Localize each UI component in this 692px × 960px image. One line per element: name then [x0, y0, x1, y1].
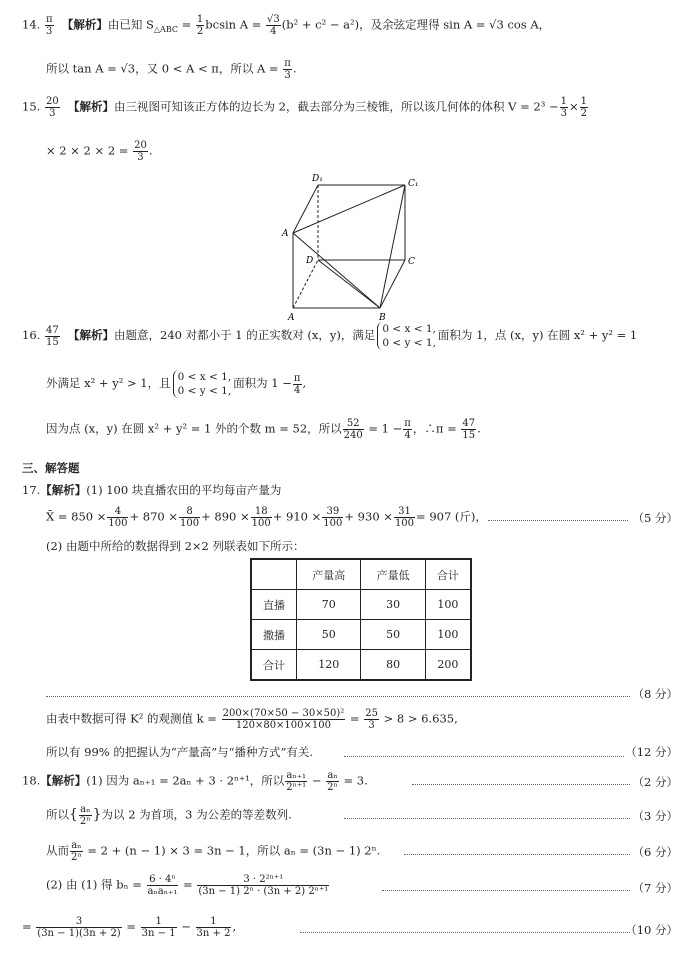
q18-line4: (2) 由 (1) 得 bₙ = $\frac{\text{6 · 4ⁿ}}{\text{aₙaₙ₊₁}}$ = $\frac{\text{3 · 2²ⁿ⁺¹}}{\text{(3n − 1) 2ⁿ · (3n + 2) 2ⁿ⁺¹}}$ [46, 874, 329, 897]
table-cell: 合计 [251, 650, 297, 681]
q18-score-10: （10 分） [625, 923, 678, 937]
q18-line1: 18.【解析】(1) 因为 aₙ₊₁ = 2aₙ + 3 · 2ⁿ⁺¹，所以 $\frac{\text{aₙ₊₁}}{\text{2ⁿ⁺¹}}$ − $\frac{\text{aₙ}}{\text{2ⁿ}}$ = 3. [22, 770, 368, 793]
table-cell: 100 [425, 590, 471, 620]
q17-score-8: （8 分） [632, 687, 678, 701]
q18-line3: 从而 $\frac{\text{aₙ}}{\text{2ⁿ}}$ = 2 + (n − 1) × 3 = 3n − 1，所以 aₙ = (3n − 1) 2ⁿ. [46, 840, 381, 863]
q15-line1: 15. $\frac{20}{3}$ 【解析】由三视图可知该正方体的边长为 2，截去部分为三棱锥，所以该几何体的体积 V = 2³ − $\frac{1}{3}$ × $\frac{1}{2}$ [22, 96, 587, 119]
table-cell [251, 559, 297, 590]
table-row [251, 620, 471, 650]
q17-score-12: （12 分） [625, 745, 678, 759]
q15-answer: $\frac{20}{3}$ [45, 96, 59, 119]
q17-line2: X̄ = 850 × $\frac{4}{100}$ + 870 × $\frac{8}{100}$ + 890 × $\frac{18}{100}$ + 910 × $\frac{39}{100}$ + 930 × $\frac{31}{100}$ = 907 (斤)， [46, 506, 487, 529]
table-cell: 70 [297, 590, 361, 620]
table-cell: 200 [425, 650, 471, 681]
q14-line1: 14. $\frac{\pi}{3}$ 【解析】由已知 $S_{\triangle ABC}$ = $\frac{1}{2}$ bcsin A = $\frac{√3}{4}$ (b² + c² − a²)，及余弦定理得 sin A = √3 cos A， [22, 14, 551, 37]
q14-line2: 所以 tan A = √3，又 0 < A < π，所以 A = $\frac{\pi}{3}$ . [46, 58, 297, 81]
label-D1: D₁ [312, 174, 323, 184]
table-cell: 直播 [251, 590, 297, 620]
label-C1: C₁ [408, 179, 419, 189]
q14-answer: $\frac{\pi}{3}$ [45, 14, 53, 37]
label-D: D [306, 256, 314, 266]
q18-score-6: （6 分） [632, 845, 678, 859]
table-cell: 产量低 [361, 559, 425, 590]
contingency-table [250, 558, 472, 681]
q17-line5: 所以有 99% 的把握认为“产量高”与“播种方式”有关. [46, 745, 314, 759]
label-A-bottom: A [288, 313, 295, 323]
q14-number: 14. [22, 17, 41, 32]
q17-line3: (2) 由题中所给的数据得到 2×2 列联表如下所示： [46, 539, 305, 553]
q18-score-3: （3 分） [632, 809, 678, 823]
q17-line1: 17.【解析】(1) 100 块直播农田的平均每亩产量为 [22, 483, 282, 497]
label-C: C [408, 257, 415, 267]
table-cell: 50 [297, 620, 361, 650]
table-header-row [251, 559, 471, 590]
q16-line1: 16. $\frac{47}{15}$ 【解析】由题意，240 对都小于 1 的正实数对 (x，y)，满足 0 < x < 1, 0 < y < 1, 面积为 1，点 (x，y) 在圆 x² + y² = 1 [22, 323, 638, 349]
table-row [251, 650, 471, 681]
q14-tag: 【解析】 [61, 17, 108, 32]
table-cell: 50 [361, 620, 425, 650]
q16-line3: 因为点 (x，y) 在圆 x² + y² = 1 外的个数 m = 52，所以 $\frac{52}{240}$ = 1 − $\frac{\pi}{4}$ ，∴π = $\frac{47}{15}$ . [46, 418, 481, 441]
table-cell: 100 [425, 620, 471, 650]
q16-answer: $\frac{47}{15}$ [45, 324, 59, 348]
q17-score-5: （5 分） [632, 511, 678, 525]
table-cell: 撒播 [251, 620, 297, 650]
q17-line4: 由表中数据可得 K² 的观测值 k = $\frac{\text{200×(70×50 − 30×50)²}}{120\times 80\times 100\times 100}$ = $\frac{25}{3}$ > 8 > 6.635, [46, 708, 458, 731]
q18-line5: = $\frac{3}{(3n - 1)(3n + 2)}$ = $\frac{1}{3n - 1}$ − $\frac{1}{3n + 2}$ , [22, 916, 237, 939]
q18-line2: 所以{ $\frac{\text{aₙ}}{\text{2ⁿ}}$ }为以 2 为首项，3 为公差的等差数列. [46, 804, 292, 827]
label-A: A [282, 229, 289, 239]
q18-score-7: （7 分） [632, 881, 678, 895]
table-cell: 120 [297, 650, 361, 681]
q16-line2: 外满足 x² + y² > 1，且 0 < x < 1, 0 < y < 1, 面积为 1 − $\frac{\pi}{4}$ , [46, 371, 307, 397]
table-row [251, 590, 471, 620]
q18-score-2: （2 分） [632, 775, 678, 789]
table-cell: 合计 [425, 559, 471, 590]
table-cell: 30 [361, 590, 425, 620]
label-B: B [379, 313, 386, 323]
table-cell: 80 [361, 650, 425, 681]
table-cell: 产量高 [297, 559, 361, 590]
section-title: 三、解答题 [22, 461, 80, 475]
q15-line2: × 2 × 2 × 2 = $\frac{20}{3}$ . [46, 140, 153, 163]
